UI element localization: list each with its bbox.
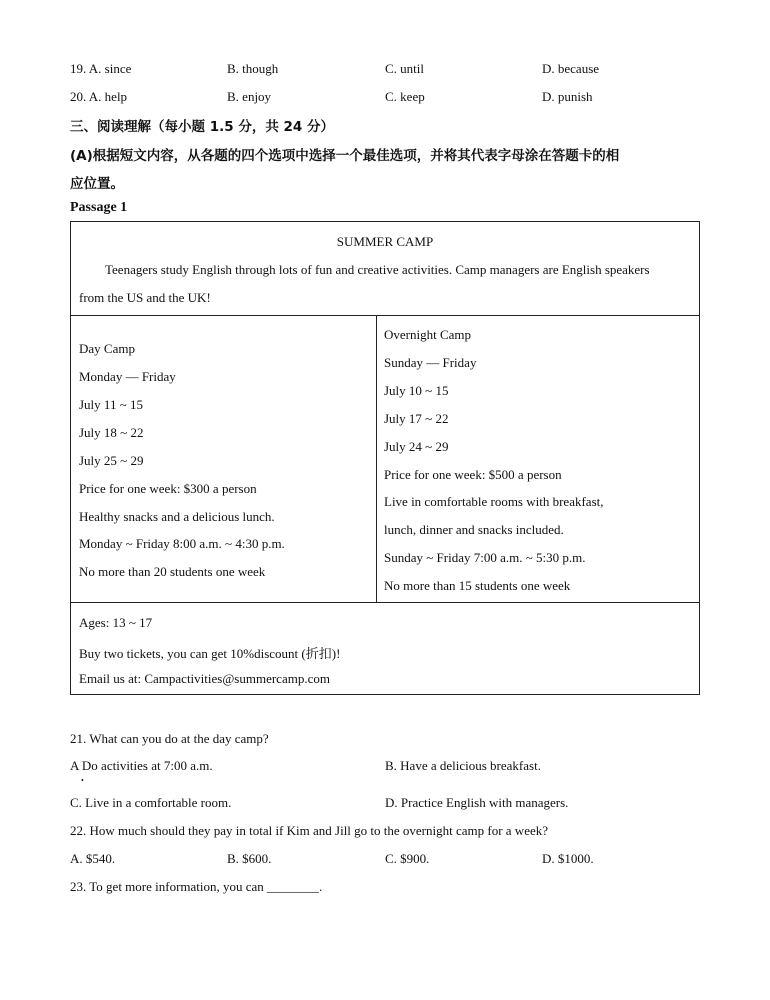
q20-option-c: C. keep: [385, 89, 425, 104]
divider-bottom: [71, 602, 699, 603]
day-camp-line: July 18 ~ 22: [79, 425, 144, 440]
instruction-line-1: (A)根据短文内容，从各题的四个选项中选择一个最佳选项，并将其代表字母涂在答题卡的相: [70, 148, 620, 164]
overnight-camp-line: Sunday ~ Friday 7:00 a.m. ~ 5:30 p.m.: [384, 550, 586, 565]
q21-option-a: A Do activities at 7:00 a.m.: [70, 758, 213, 773]
camp-intro-line-2: from the US and the UK!: [79, 290, 211, 305]
day-camp-line: July 11 ~ 15: [79, 397, 143, 412]
q22-option-a: A. $540.: [70, 851, 116, 866]
q22-options: [70, 851, 710, 869]
camp-discount: Buy two tickets, you can get 10%discount (折扣)!: [79, 646, 341, 661]
q20-options: [70, 89, 710, 107]
overnight-camp-line: Price for one week: $500 a person: [384, 467, 562, 482]
section-heading: 三、阅读理解（每小题 1.5 分，共 24 分）: [70, 119, 335, 135]
q19-option-a: 19. A. since: [70, 61, 132, 76]
day-camp-line: Price for one week: $300 a person: [79, 481, 257, 496]
q20-option-a: 20. A. help: [70, 89, 128, 104]
passage-label: Passage 1: [70, 200, 128, 215]
overnight-camp-line: July 17 ~ 22: [384, 411, 449, 426]
q20-option-d: D. punish: [542, 89, 593, 104]
q22-stem: 22. How much should they pay in total if Kim and Jill go to the overnight camp for a week?: [70, 823, 549, 838]
instruction-line-2: 应位置。: [70, 176, 124, 192]
day-camp-line: No more than 20 students one week: [79, 564, 266, 579]
q21-option-b: B. Have a delicious breakfast.: [385, 758, 541, 773]
overnight-camp-line: Live in comfortable rooms with breakfast,: [384, 494, 604, 509]
q22-option-d: D. $1000.: [542, 851, 594, 866]
day-camp-line: Monday ~ Friday 8:00 a.m. ~ 4:30 p.m.: [79, 536, 285, 551]
camp-email: Email us at: Campactivities@summercamp.com: [79, 671, 330, 686]
camp-ages: Ages: 13 ~ 17: [79, 615, 153, 630]
overnight-camp-line: July 24 ~ 29: [384, 439, 449, 454]
q21-stem: 21. What can you do at the day camp?: [70, 731, 269, 746]
camp-intro-line-1: Teenagers study English through lots of fun and creative activities. Camp managers are English speakers: [105, 262, 650, 277]
divider-top: [71, 315, 699, 316]
q19-option-d: D. because: [542, 61, 600, 76]
q20-option-b: B. enjoy: [227, 89, 272, 104]
day-camp-line: Day Camp: [79, 341, 135, 356]
q19-option-b: B. though: [227, 61, 279, 76]
overnight-camp-line: Sunday — Friday: [384, 355, 477, 370]
q19-option-c: C. until: [385, 61, 425, 76]
camp-title: SUMMER CAMP: [336, 234, 434, 249]
overnight-camp-line: lunch, dinner and snacks included.: [384, 522, 564, 537]
overnight-camp-line: No more than 15 students one week: [384, 578, 571, 593]
q19-options: [70, 61, 710, 79]
day-camp-line: Healthy snacks and a delicious lunch.: [79, 509, 275, 524]
q21-option-d: D. Practice English with managers.: [385, 795, 569, 810]
day-camp-line: Monday — Friday: [79, 369, 176, 384]
q23-stem: 23. To get more information, you can ________.: [70, 879, 323, 894]
column-divider: [376, 315, 377, 602]
overnight-camp-line: Overnight Camp: [384, 327, 472, 342]
q22-option-c: C. $900.: [385, 851, 430, 866]
dot-mark: •: [81, 776, 84, 785]
q21-options-row-1: [70, 758, 710, 776]
q22-option-b: B. $600.: [227, 851, 272, 866]
q21-option-c: C. Live in a comfortable room.: [70, 795, 232, 810]
summer-camp-box: [70, 221, 700, 695]
q21-options-row-2: [70, 795, 710, 813]
overnight-camp-line: July 10 ~ 15: [384, 383, 449, 398]
day-camp-line: July 25 ~ 29: [79, 453, 144, 468]
